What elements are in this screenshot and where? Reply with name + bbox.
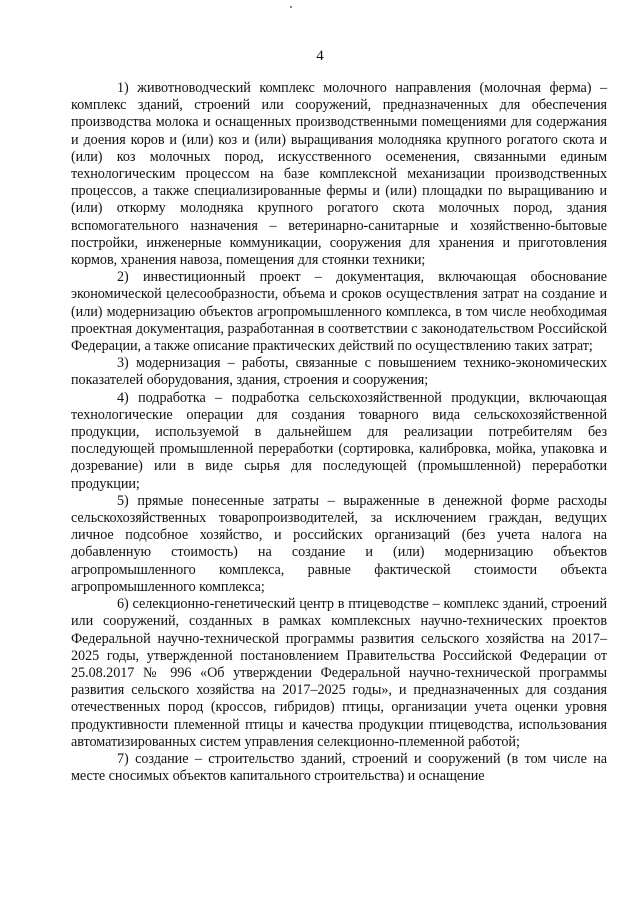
paragraph-3-modernization: 3) модернизация – работы, связанные с повышением технико-экономических показателей оборудования, здания, строения и сооружения; <box>71 355 607 389</box>
paragraph-1-dairy-complex: 1) животноводческий комплекс молочного направления (молочная ферма) – комплекс зданий, строений или сооружений, предназначенных для обеспечения производства молока и оснащенных производственными помещениями для содержания и доения коров и (или) коз и (или) выращивания молодняка крупного рогатого скота и (или) коз молочных пород, искусственного осеменения, связанными единым технологическим процессом на базе комплексной механизации производственных процессов, а также специализированные фермы и (или) площадки по выращиванию и (или) откорму молодняка крупного рогатого скота молочных пород, здания вспомогательного назначения – ветеринарно-санитарные и хозяйственно-бытовые постройки, инженерные коммуникации, сооружения для хранения и приготовления кормов, хранения навоза, помещения для стоянки техники; <box>71 80 607 269</box>
document-body <box>71 80 607 785</box>
paragraph-4-processing: 4) подработка – подработка сельскохозяйственной продукции, включающая технологические операции для создания товарного вида сельскохозяйственной продукции, используемой в дальнейшем для реализации потребителям без последующей промышленной переработки (сортировка, калибровка, мойка, упаковка и дозревание) или в виде сырья для последующей (промышленной) переработки продукции; <box>71 389 607 492</box>
paragraph-6-breeding-center: 6) селекционно-генетический центр в птицеводстве – комплекс зданий, строений или сооружений, созданных в рамках комплексных научно-технических проектов Федеральной научно-технической программы развития сельского хозяйства на 2017–2025 годы, утвержденной постановлением Правительства Российской Федерации от 25.08.2017 № 996 «Об утверждении Федеральной научно-технической программы развития сельского хозяйства на 2017–2025 годы», и предназначенных для создания отечественных пород (кроссов, гибридов) птицы, организации учета оценки уровня продуктивности племенной птицы и качества продукции птицеводства, использования автоматизированных систем управления селекционно-племенной работой; <box>71 596 607 750</box>
paragraph-7-creation: 7) создание – строительство зданий, строений и сооружений (в том числе на месте сносимых объектов капитального строительства) и оснащение <box>71 750 607 785</box>
paragraph-2-investment-project: 2) инвестиционный проект – документация, включающая обоснование экономической целесообразности, объема и сроков осуществления затрат на создание и (или) модернизацию объектов агропромышленного комплекса, в том числе необходимая проектная документация, разработанная в соответствии с законодательством Российской Федерации, а также описание практических действий по осуществлению таких затрат; <box>71 269 607 355</box>
paragraph-5-direct-costs: 5) прямые понесенные затраты – выраженные в денежной форме расходы сельскохозяйственных товаропроизводителей, за исключением граждан, ведущих личное подсобное хозяйство, и российских организаций (без учета налога на добавленную стоимость) на создание и (или) модернизацию объектов агропромышленного комплекса, равные фактической стоимости объекта агропромышленного комплекса; <box>71 492 607 595</box>
scan-speck <box>290 6 292 8</box>
page-number: 4 <box>316 48 324 64</box>
